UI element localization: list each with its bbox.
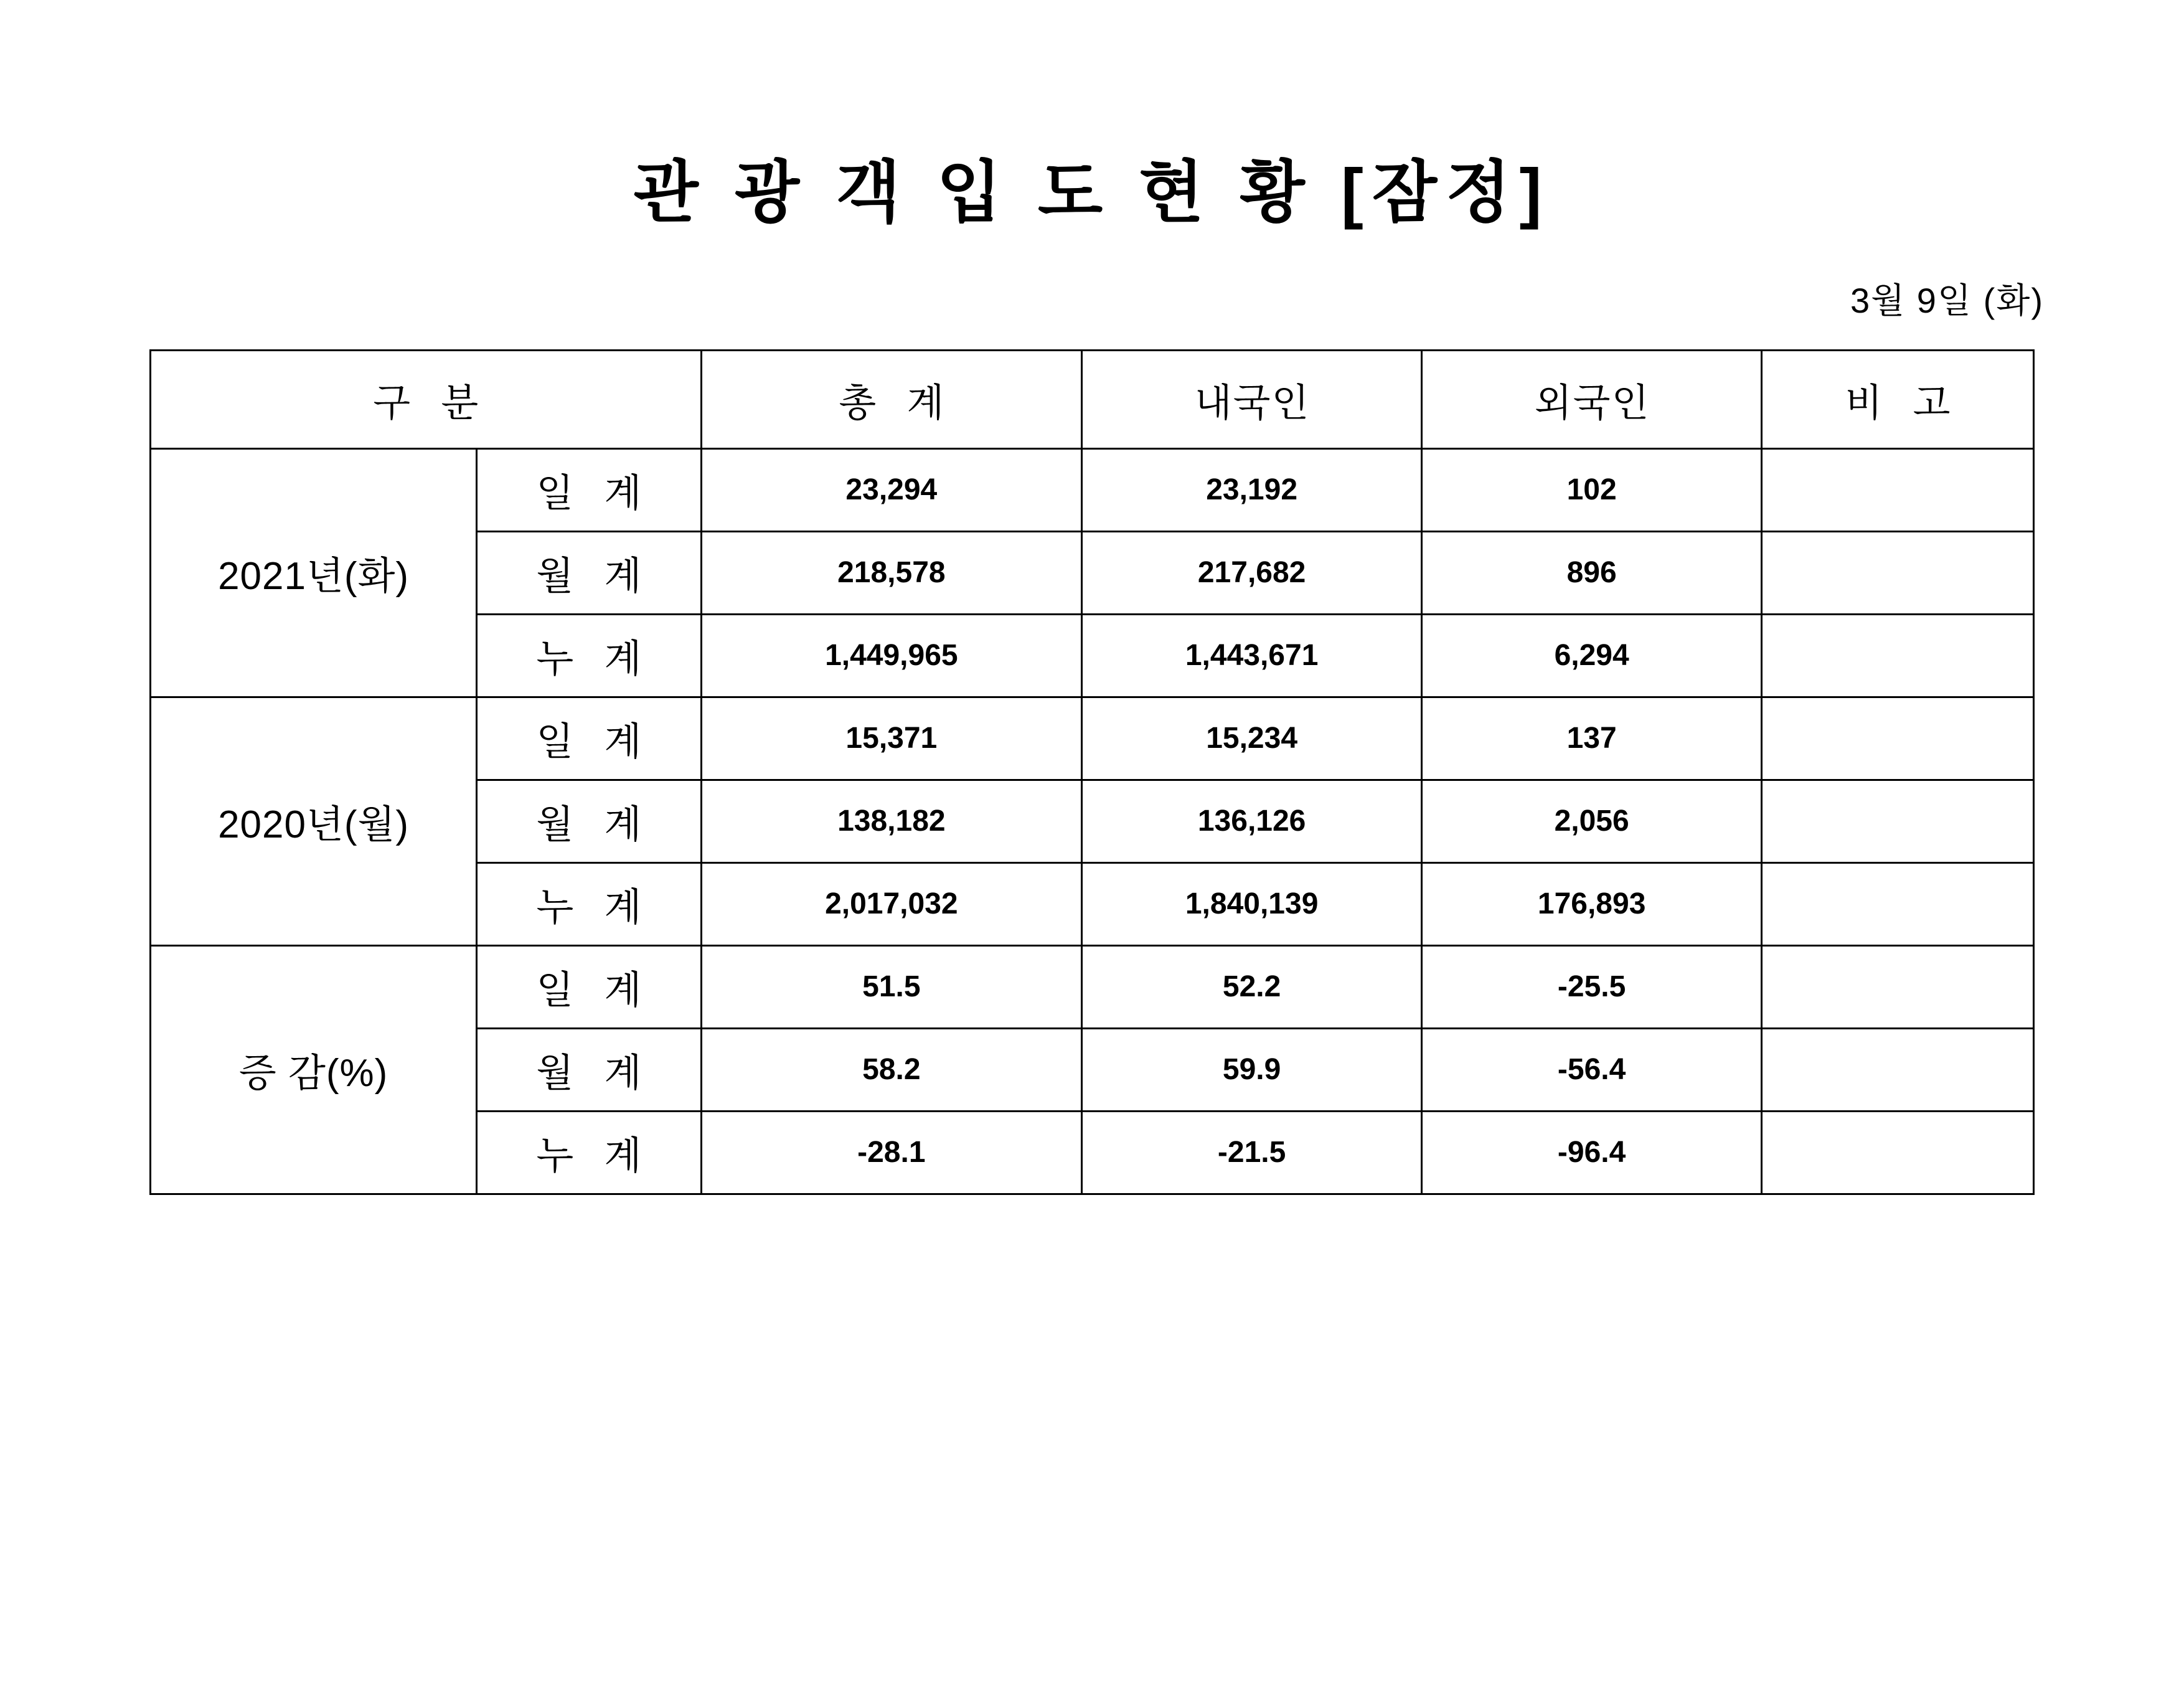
row-label: 월 계 (477, 780, 701, 862)
cell-note (1762, 448, 2034, 531)
header-domestic: 내국인 (1082, 350, 1422, 448)
cell-foreign: 2,056 (1422, 780, 1762, 862)
cell-note (1762, 531, 2034, 614)
cell-total: 218,578 (701, 531, 1082, 614)
cell-domestic: 15,234 (1082, 697, 1422, 780)
cell-foreign: -25.5 (1422, 945, 1762, 1028)
cell-domestic: 136,126 (1082, 780, 1422, 862)
header-row (151, 350, 2034, 448)
cell-note (1762, 1028, 2034, 1111)
row-label: 일 계 (477, 448, 701, 531)
cell-domestic: 217,682 (1082, 531, 1422, 614)
tourist-arrivals-table (149, 349, 2035, 1195)
row-label: 누 계 (477, 1111, 701, 1194)
row-label: 누 계 (477, 614, 701, 697)
cell-domestic: 1,443,671 (1082, 614, 1422, 697)
cell-foreign: 137 (1422, 697, 1762, 780)
table-row (151, 945, 2034, 1028)
header-total: 총 계 (701, 350, 1082, 448)
cell-total: 2,017,032 (701, 862, 1082, 945)
cell-domestic: 59.9 (1082, 1028, 1422, 1111)
cell-foreign: 102 (1422, 448, 1762, 531)
header-division: 구 분 (151, 350, 702, 448)
cell-domestic: 52.2 (1082, 945, 1422, 1028)
cell-domestic: -21.5 (1082, 1111, 1422, 1194)
cell-total: -28.1 (701, 1111, 1082, 1194)
cell-total: 51.5 (701, 945, 1082, 1028)
table-body (151, 448, 2034, 1194)
cell-total: 1,449,965 (701, 614, 1082, 697)
cell-note (1762, 1111, 2034, 1194)
cell-foreign: 6,294 (1422, 614, 1762, 697)
cell-note (1762, 945, 2034, 1028)
page-title: 관 광 객 입 도 현 황 [잠정] (633, 154, 1551, 230)
group-label-2020: 2020년(월) (151, 697, 477, 945)
table-container (0, 349, 2184, 1195)
header-note: 비 고 (1762, 350, 2034, 448)
row-label: 누 계 (477, 862, 701, 945)
table-header (151, 350, 2034, 448)
cell-foreign: -96.4 (1422, 1111, 1762, 1194)
cell-total: 15,371 (701, 697, 1082, 780)
cell-note (1762, 862, 2034, 945)
cell-note (1762, 697, 2034, 780)
row-label: 월 계 (477, 1028, 701, 1111)
cell-domestic: 23,192 (1082, 448, 1422, 531)
document-page (0, 156, 2184, 1700)
cell-foreign: 176,893 (1422, 862, 1762, 945)
cell-total: 58.2 (701, 1028, 1082, 1111)
cell-foreign: 896 (1422, 531, 1762, 614)
cell-note (1762, 614, 2034, 697)
cell-foreign: -56.4 (1422, 1028, 1762, 1111)
row-label: 월 계 (477, 531, 701, 614)
cell-note (1762, 780, 2034, 862)
cell-total: 138,182 (701, 780, 1082, 862)
row-label: 일 계 (477, 697, 701, 780)
table-row (151, 697, 2034, 780)
report-date: 3월 9일 (화) (1850, 280, 2044, 320)
table-row (151, 448, 2034, 531)
cell-total: 23,294 (701, 448, 1082, 531)
header-foreign: 외국인 (1422, 350, 1762, 448)
cell-domestic: 1,840,139 (1082, 862, 1422, 945)
group-label-change: 증 감(%) (151, 945, 477, 1194)
group-label-2021: 2021년(화) (151, 448, 477, 697)
row-label: 일 계 (477, 945, 701, 1028)
